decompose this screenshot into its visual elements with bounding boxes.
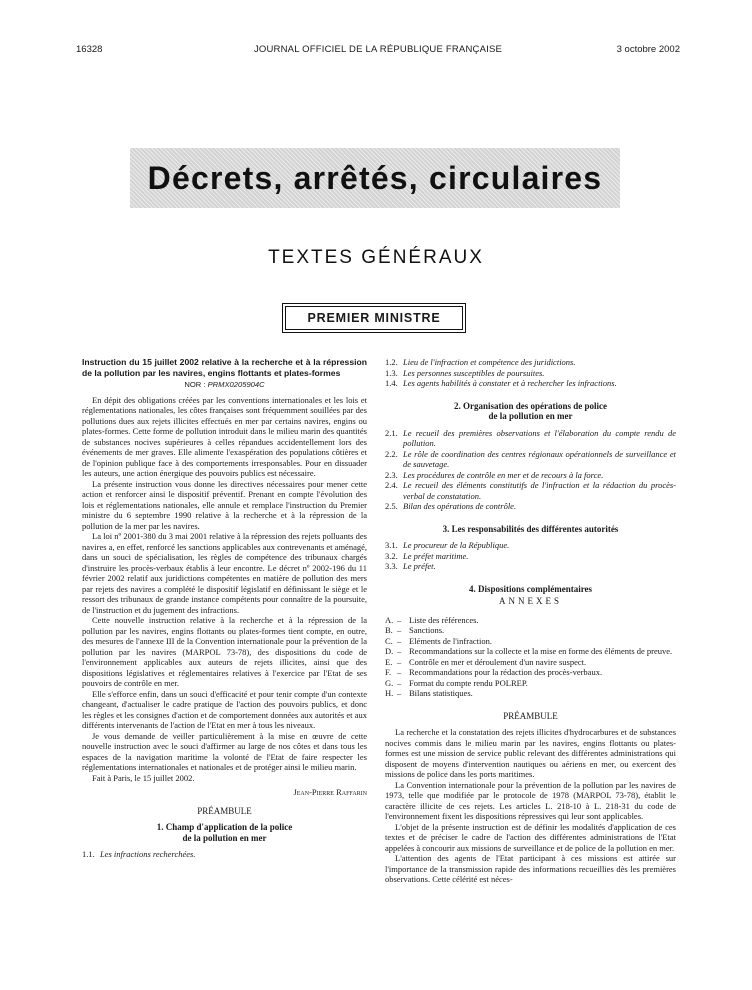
section-banner (130, 148, 620, 208)
annex-item (385, 646, 676, 657)
annex-letter: F. (385, 667, 392, 677)
toc-text: Le préfet maritime. (403, 550, 469, 561)
preamble-heading-2: PRÉAMBULE (503, 710, 558, 721)
toc-number: 3.1. (385, 540, 398, 550)
toc-item (385, 551, 676, 562)
nor-code: PRMX0205904C (207, 380, 265, 389)
toc-text: Lieu de l'infraction et compétence des juridictions. (403, 357, 576, 367)
annex-item (385, 625, 676, 636)
annex-dash: – (397, 614, 402, 625)
part2-heading (385, 401, 676, 422)
page-number: 16328 (76, 44, 103, 55)
toc-number: 2.3. (385, 469, 398, 480)
annex-item (385, 678, 676, 689)
paragraph: La présente instruction vous donne les directives nécessaires pour mener cette action et renforcer ainsi le dispositif préventif. Prenant en compte l'évolution des lois et réglementations nationales, elle annule et remplace l'instruction du Premier ministre du 6 septembre 1990 relative à la recherche et à la répression de la pollution de la mer par les navires. (82, 478, 367, 531)
annex-letter: E. (385, 656, 393, 667)
annex-text: Bilans statistiques. (409, 688, 473, 698)
toc-item (385, 561, 676, 572)
part1-heading-line2: de la pollution en mer (182, 832, 267, 843)
part1-heading-line1: 1. Champ d'application de la police (156, 822, 293, 832)
signature: Jean-Pierre Raffarin (293, 787, 367, 797)
toc-item (385, 480, 676, 501)
annex-text: Liste des références. (409, 614, 479, 625)
annex-item (385, 636, 676, 647)
annex-text: Eléments de l'infraction. (409, 635, 492, 646)
instruction-title: Instruction du 15 juillet 2002 relative à la recherche et à la répression de la pollution par les navires, engins flottants et plates-formes (82, 357, 367, 378)
annex-letter: B. (385, 625, 393, 635)
toc-number: 1.4. (385, 378, 398, 388)
issue-date: 3 octobre 2002 (616, 44, 680, 55)
toc-number: 3.2. (385, 550, 398, 561)
part2-heading-line2: de la pollution en mer (488, 411, 573, 421)
annex-text: Contrôle en mer et déroulement d'un navire suspect. (409, 656, 587, 667)
toc-item (385, 449, 676, 470)
part4-heading: 4. Dispositions complémentaires (468, 583, 593, 594)
nor-reference (82, 380, 367, 391)
annex-dash: – (397, 656, 402, 667)
toc-text: Les procédures de contrôle en mer et de recours à la force. (403, 469, 604, 480)
toc-text: Le recueil des éléments constitutifs de l'infraction et la rédaction du procès-verbal de constatation. (403, 480, 676, 501)
preamble-paragraph: L'objet de la présente instruction est de définir les modalités d'application de ces textes et de préciser le cadre de l'action des différentes administrations de l'Etat appelées à concourir aux missions de surveillance et de police de la pollution en mer. (385, 821, 676, 853)
paragraph: En dépit des obligations créées par les conventions internationales et les lois et réglementations nationales, les côtes françaises sont fréquemment souillées par des pollutions dues aux rejets illicites effectués en mer par certains navires, engins ou plates-formes. Cette forme de pollution introduit dans le milieu marin des quantités de substances nocives supérieures à celles répandues accidentellement lors des événements de mer graves. Elle alimente l'exaspération des populations côtières et de l'opinion publique face à des comportements irresponsables. Pour en dissuader les auteurs, une action énergique des pouvoirs publics est nécessaire. (82, 394, 367, 478)
toc-item (385, 428, 676, 449)
toc-number: 1.1. (82, 849, 95, 859)
annex-text: Format du compte rendu POLREP. (409, 677, 528, 688)
toc-text: Les agents habilités à constater et à rechercher les infractions. (403, 378, 617, 388)
preamble-paragraph: La Convention internationale pour la prévention de la pollution par les navires de 1973, telle que modifiée par le protocole de 1978 (MARPOL 73-78), établit le caractère illicite de ces rejets. Les articles L. 218-10 à L. 218-31 du code de l'environnement fixent les dispositions répressives qui leur sont applicables. (385, 779, 676, 821)
toc-text: Le recueil des premières observations et l'élaboration du compte rendu de pollution. (403, 427, 676, 448)
section-title: TEXTES GÉNÉRAUX (268, 247, 484, 268)
annex-dash: – (397, 688, 402, 698)
banner-title: Décrets, arrêtés, circulaires (147, 159, 603, 196)
ministry-box: PREMIER MINISTRE (285, 306, 463, 330)
paragraph: La loi nº 2001-380 du 3 mai 2001 relative à la répression des rejets polluants des navires a, en effet, renforcé les sanctions applicables aux contrevenants et aménagé, dans un souci de spécialisation, les règles de compétence des tribunaux chargés d'instruire les procès-verbaux établis à leur encontre. Le décret nº 2002-196 du 11 février 2002 relatif aux juridictions compétentes en matière de pollution des mers par rejets des navires a complété le dispositif législatif en définissant le siège et le ressort des tribunaux de grande instance compétents pour connaître de la poursuite, de l'instruction et du jugement des infractions. (82, 531, 367, 615)
part2-heading-line1: 2. Organisation des opérations de police (453, 400, 607, 411)
toc-item (385, 540, 676, 551)
toc-item (385, 470, 676, 481)
annex-item (385, 688, 676, 699)
toc-item (385, 368, 676, 379)
left-column (82, 357, 367, 860)
annex-dash: – (397, 667, 402, 677)
toc-text: Le procureur de la République. (403, 540, 510, 550)
annexes-heading: ANNEXES (499, 596, 562, 606)
annex-item (385, 657, 676, 668)
toc-text: Les personnes susceptibles de poursuites. (403, 367, 545, 378)
toc-number: 3.3. (385, 561, 398, 571)
toc-text: Bilan des opérations de contrôle. (403, 501, 517, 511)
toc-item (82, 849, 367, 860)
annex-text: Sanctions. (409, 625, 445, 635)
preamble-paragraph: L'attention des agents de l'Etat participant à ces missions est attirée sur l'importance de la transmission rapide des informations recueillies dès les premières observations. Cette célérité est néces- (385, 853, 676, 884)
preamble-heading: PRÉAMBULE (197, 805, 252, 816)
part3-heading: 3. Les responsabilités des différentes autorités (442, 523, 619, 534)
toc-item (385, 378, 676, 389)
part1-heading (82, 822, 367, 843)
paragraph: Elle s'efforce enfin, dans un souci d'efficacité et pour tenir compte d'un contexte changeant, d'actualiser le cadre pratique de l'action des pouvoirs publics, et donc les règles et les consignes d'action et de comportement données aux autorités et aux différents intervenants de l'action de l'Etat en mer à tous les niveaux. (82, 688, 367, 730)
annex-letter: H. (385, 688, 394, 698)
toc-item (385, 501, 676, 512)
toc-number: 2.2. (385, 448, 398, 459)
running-head (76, 44, 680, 58)
toc-text: Le préfet. (403, 561, 436, 571)
annex-dash: – (397, 625, 402, 635)
annex-item (385, 615, 676, 626)
annex-letter: D. (385, 646, 394, 656)
toc-number: 2.4. (385, 480, 398, 490)
toc-number: 2.5. (385, 501, 398, 511)
preamble-paragraph: La recherche et la constatation des rejets illicites d'hydrocarbures et de substances nocives commis dans le milieu marin par les navires, engins flottants ou plates-formes est une mission de service public relevant des différentes administrations qui disposent de moyens d'intervention nautiques ou aériens en mer, ou exercent des missions de police dans les ports maritimes. (385, 727, 676, 779)
annex-letter: C. (385, 635, 393, 646)
toc-text: Les infractions recherchées. (100, 849, 196, 859)
paragraph: Je vous demande de veiller particulièrement à la mise en œuvre de cette nouvelle instruction avec le souci d'affirmer au large de nos côtes et dans tous les espaces de la navigation maritime la volonté de l'Etat de faire respecter les réglementations internationales et nationales et de protéger ainsi le milieu marin. (82, 730, 367, 772)
annex-item (385, 667, 676, 678)
annex-dash: – (397, 677, 402, 688)
paragraph: Cette nouvelle instruction relative à la recherche et à la répression de la pollution par les navires, engins flottants ou plates-formes tient compte, en outre, des mesures de l'annexe III de la Convention internationale pour la prévention de la pollution par les navires (MARPOL 73-78), des dispositions du code de l'environnement applicables aux auteurs de rejets illicites, ainsi que des dispositions législatives et réglementaires relatives à l'exercice par l'Etat de ses pouvoirs de contrôle en mer. (82, 615, 367, 688)
toc-text: Le rôle de coordination des centres régionaux opérationnels de surveillance et de sauvetage. (403, 448, 676, 469)
annex-text: Recommandations sur la collecte et la mise en forme des éléments de preuve. (409, 646, 673, 656)
toc-number: 1.2. (385, 357, 398, 367)
toc-item (385, 357, 676, 368)
annex-text: Recommandations pour la rédaction des procès-verbaux. (409, 667, 603, 677)
annex-letter: A. (385, 614, 394, 625)
annex-dash: – (397, 635, 402, 646)
right-column (385, 357, 676, 885)
annex-dash: – (397, 646, 402, 656)
journal-title: JOURNAL OFFICIEL DE LA RÉPUBLIQUE FRANÇAISE (253, 44, 503, 55)
signing-place-date: Fait à Paris, le 15 juillet 2002. (92, 772, 195, 783)
nor-label: NOR : (184, 380, 206, 389)
toc-number: 2.1. (385, 427, 398, 438)
annex-letter: G. (385, 677, 394, 688)
toc-number: 1.3. (385, 367, 398, 378)
